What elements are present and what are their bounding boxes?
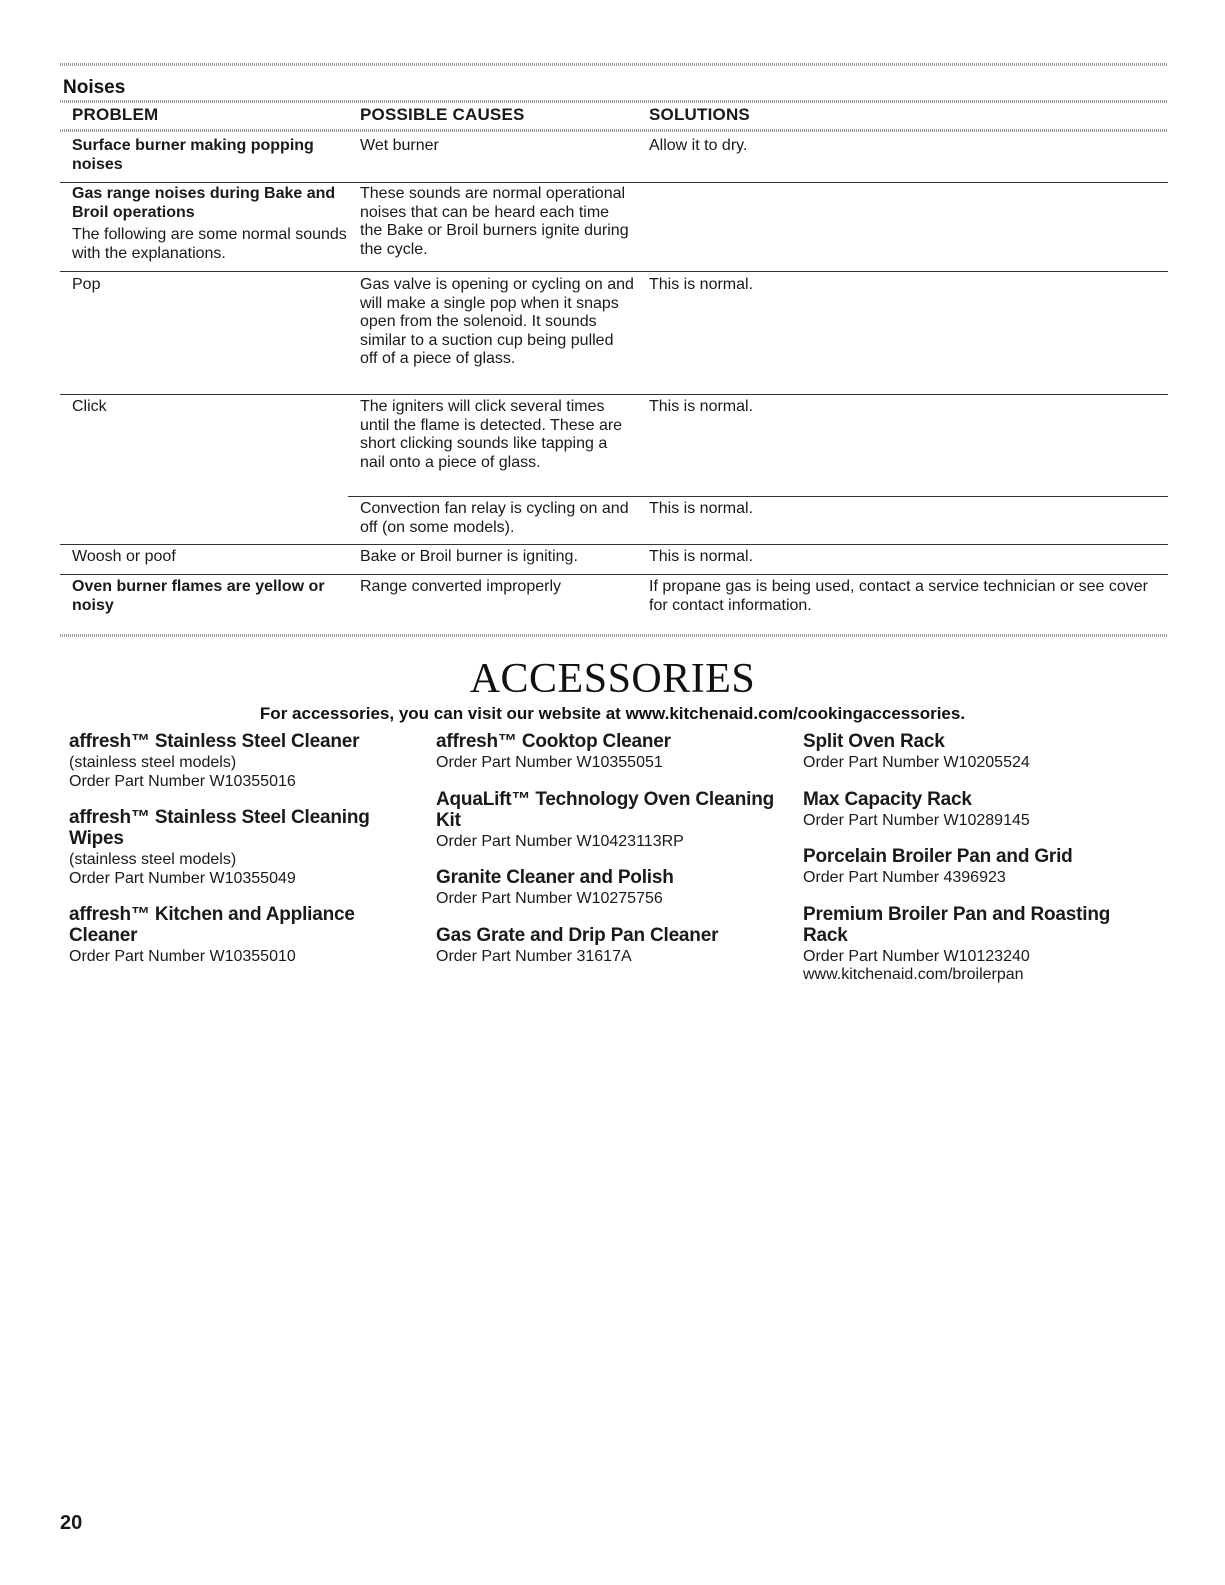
accessory-detail: (stainless steel models) [69, 754, 237, 771]
problem-cell: Click [72, 398, 107, 415]
bottom-rule [60, 634, 1168, 637]
section-title-noises: Noises [63, 77, 126, 98]
column-header-solutions: SOLUTIONS [649, 105, 750, 124]
solution-cell: This is normal. [649, 398, 754, 415]
cause-cell: Wet burner [360, 137, 439, 154]
page-number: 20 [60, 1512, 83, 1534]
accessory-name: affresh™ Kitchen and Appliance Cleaner [69, 904, 355, 946]
accessory-part-number: Order Part Number W10123240 [803, 947, 1030, 965]
row-divider [60, 394, 1168, 395]
accessories-intro: For accessories, you can visit our website at www.kitchenaid.com/cookingaccessories. [259, 704, 966, 723]
accessory-item [436, 867, 791, 909]
cause-cell: Bake or Broil burner is igniting. [360, 548, 578, 565]
accessory-part-number: Order Part Number W10355049 [69, 869, 296, 887]
problem-cell: Surface burner making popping noises [72, 137, 314, 173]
accessory-part-number: Order Part Number W10355016 [69, 772, 296, 790]
accessory-name: Gas Grate and Drip Pan Cleaner [436, 924, 719, 946]
row-divider [60, 182, 1168, 183]
table-header [60, 103, 1168, 125]
accessory-name: Max Capacity Rack [803, 788, 972, 810]
problem-note: The following are some normal sounds with the explanations. [72, 226, 347, 262]
accessory-item [803, 731, 1143, 773]
accessory-part-number: Order Part Number W10289145 [803, 811, 1030, 829]
solution-cell: This is normal. [649, 276, 754, 293]
accessory-name: AquaLift™ Technology Oven Cleaning Kit [436, 788, 775, 831]
accessories-column-1 [69, 731, 414, 983]
problem-cell: Pop [72, 276, 101, 293]
row-divider [60, 574, 1168, 575]
accessory-part-number: Order Part Number W10275756 [436, 890, 663, 907]
column-header-problem: PROBLEM [72, 105, 159, 124]
accessory-part-number: Order Part Number 31617A [436, 947, 632, 965]
accessory-name: Split Oven Rack [803, 731, 945, 752]
accessory-name: Porcelain Broiler Pan and Grid [803, 846, 1073, 867]
accessory-item [69, 807, 414, 888]
cause-cell: Gas valve is opening or cycling on and will make a single pop when it snaps open from the solenoid. It sounds similar to a suction cup being pulled off of a piece of glass. [360, 276, 634, 367]
cause-cell: Convection fan relay is cycling on and off (on some models). [360, 500, 629, 536]
row-divider [60, 544, 1168, 545]
accessory-detail: (stainless steel models) [69, 851, 237, 868]
row-divider [60, 271, 1168, 272]
column-header-causes: POSSIBLE CAUSES [360, 105, 525, 124]
accessory-name: Granite Cleaner and Polish [436, 867, 674, 888]
accessory-name: affresh™ Stainless Steel Cleaner [69, 731, 360, 752]
accessory-name: Premium Broiler Pan and Roasting Rack [803, 903, 1111, 946]
problem-cell: Woosh or poof [72, 548, 176, 565]
solution-cell: This is normal. [649, 500, 754, 517]
accessory-url: www.kitchenaid.com/broilerpan [803, 966, 1024, 983]
problem-cell [72, 185, 347, 263]
sub-row-divider [348, 496, 1168, 497]
accessories-column-2 [436, 731, 791, 982]
accessory-item [69, 904, 414, 967]
accessory-part-number: Order Part Number W10355010 [69, 948, 296, 965]
problem-cell: Oven burner flames are yellow or noisy [72, 578, 325, 614]
accessory-name: affresh™ Stainless Steel Cleaning Wipes [69, 807, 370, 849]
accessory-item [803, 904, 1143, 985]
accessory-item [69, 731, 414, 791]
accessory-part-number: Order Part Number W10205524 [803, 754, 1030, 771]
solution-cell: This is normal. [649, 548, 754, 565]
accessory-item [436, 789, 791, 852]
accessories-title: ACCESSORIES [469, 656, 756, 702]
accessory-part-number: Order Part Number W10355051 [436, 754, 663, 771]
header-bottom-rule [60, 129, 1168, 132]
solution-cell: Allow it to dry. [649, 137, 748, 154]
accessories-column-3 [803, 731, 1143, 1001]
accessory-item [436, 925, 791, 967]
cause-cell: These sounds are normal operational noises that can be heard each time the Bake or Broil burners ignite during the cycle. [360, 185, 629, 258]
accessory-item [436, 731, 791, 773]
top-rule [60, 63, 1168, 66]
accessory-item [803, 789, 1143, 831]
accessory-part-number: Order Part Number 4396923 [803, 869, 1006, 886]
problem-title: Gas range noises during Bake and Broil operations [72, 185, 336, 221]
accessory-part-number: Order Part Number W10423113RP [436, 832, 684, 850]
accessory-item [803, 846, 1143, 888]
cause-cell: Range converted improperly [360, 578, 561, 595]
cause-cell: The igniters will click several times until the flame is detected. These are short clicking sounds like tapping a nail onto a piece of glass. [360, 398, 623, 471]
accessory-name: affresh™ Cooktop Cleaner [436, 731, 671, 752]
solution-cell: If propane gas is being used, contact a service technician or see cover for contact information. [649, 578, 1148, 614]
